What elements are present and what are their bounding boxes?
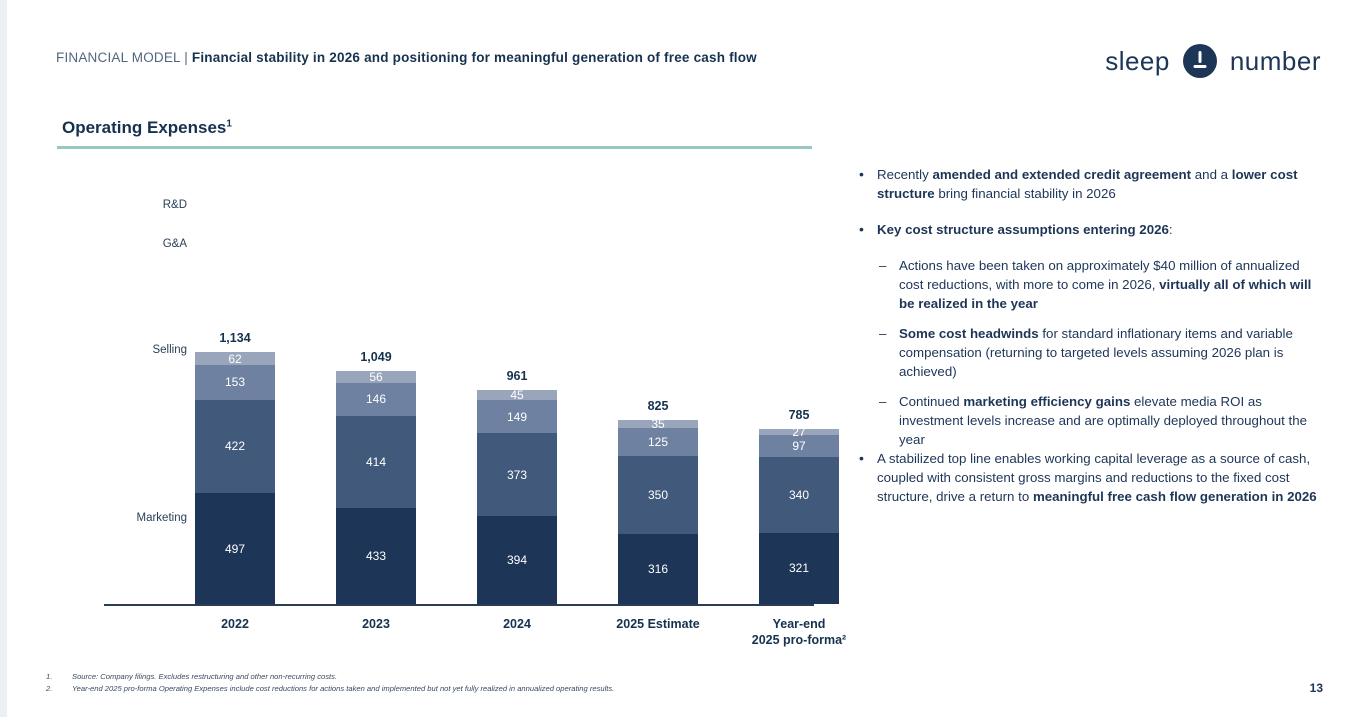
bar-total-label: 1,049 <box>360 349 392 364</box>
bar-segment-selling <box>336 416 416 508</box>
header-headline: Financial stability in 2026 and positioning for meaningful generation of free cash flow <box>191 50 757 65</box>
logo-word-left: sleep <box>1105 45 1170 76</box>
category-label: 2025 Estimate <box>616 617 700 631</box>
category-label: 2022 <box>221 617 249 631</box>
sleep-number-logo-icon <box>1183 44 1217 78</box>
bar-segment-value: 146 <box>365 392 387 407</box>
footnote <box>46 671 614 683</box>
left-edge-rule <box>0 0 7 717</box>
bar-segment-value: 27 <box>792 425 806 440</box>
footnote-text: Year-end 2025 pro-forma Operating Expenses include cost reductions for actions taken and implemented but not yet fully realized in annualized operating results. <box>72 684 615 694</box>
bullet-working-capital: • A stabilized top line enables working capital leverage as a source of cash, coupled with consistent gross margins and reductions to the fixed cost structure, drive a return to meaningful free cash flow generation in 2026 <box>855 449 1325 506</box>
bar-total-label: 1,134 <box>219 330 251 345</box>
chart-plot-area <box>57 165 817 605</box>
bullet-credit-agreement: • Recently amended and extended credit agreement and a lower cost structure bring financial stability in 2026 <box>855 165 1325 203</box>
sub-bullet: – Actions have been taken on approximately $40 million of annualized cost reductions, with more to come in 2026, virtually all of which will be realized in the year <box>877 256 1325 313</box>
brand-logo <box>1105 44 1321 78</box>
bar-segment-selling <box>759 457 839 533</box>
bar-segment-value: 433 <box>365 548 387 563</box>
bar-segment-selling <box>477 433 557 516</box>
logo-word-right: number <box>1229 45 1321 76</box>
category-label: 2023 <box>362 617 390 631</box>
bar-total-label: 825 <box>647 399 669 414</box>
bar-segment-selling <box>195 400 275 494</box>
footnotes <box>46 671 614 695</box>
bar-segment-value: 125 <box>647 434 669 449</box>
bar-segment-rd <box>759 425 839 440</box>
key-points-list <box>855 165 1325 523</box>
bar-segment-value: 45 <box>510 388 524 403</box>
bar-segment-selling <box>618 456 698 534</box>
bar-segment-value: 373 <box>506 467 528 482</box>
header-separator: | <box>184 50 188 65</box>
bar-segment-value: 149 <box>506 409 528 424</box>
bar-segment-rd <box>477 388 557 403</box>
bar-segment-value: 394 <box>506 553 528 568</box>
footnote-number: 1. <box>46 672 53 682</box>
bar-total-label: 961 <box>506 369 528 384</box>
bar-segment-marketing <box>759 533 839 604</box>
page-title-superscript: 1 <box>226 118 232 130</box>
bar-segment-value: 316 <box>647 561 669 576</box>
header-eyebrow: FINANCIAL MODEL <box>56 50 181 65</box>
page-title <box>62 118 232 138</box>
bar-segment-value: 62 <box>228 351 242 366</box>
footnote-text: Source: Company filings. Excludes restructuring and other non-recurring costs. <box>72 672 338 682</box>
footnote <box>46 683 614 695</box>
bar-segment-ga <box>195 365 275 399</box>
bar-segment-ga <box>477 400 557 433</box>
category-label: 2024 <box>503 617 531 631</box>
bar-segment-ga <box>336 383 416 415</box>
bar-total-label: 785 <box>788 408 810 423</box>
title-underline <box>57 146 812 149</box>
slide-header <box>56 50 757 65</box>
footnote-number: 2. <box>46 684 53 694</box>
page-number: 13 <box>1309 681 1323 695</box>
category-label: Year-end 2025 pro-forma² <box>751 617 847 647</box>
bar-segment-marketing <box>336 508 416 604</box>
bar-segment-rd <box>195 352 275 366</box>
bar-segment-ga <box>618 428 698 456</box>
bar-segment-value: 340 <box>788 487 810 502</box>
bar-segment-value: 35 <box>651 417 665 432</box>
bar-segment-value: 56 <box>369 369 383 384</box>
bar-segment-rd <box>618 417 698 432</box>
bar-segment-marketing <box>618 534 698 604</box>
bar-segment-value: 497 <box>224 541 246 556</box>
sub-bullet: – Some cost headwinds for standard inflationary items and variable compensation (returning to targeted levels assuming 2026 plan is achieved) <box>877 324 1325 381</box>
bar-segment-marketing <box>195 493 275 604</box>
bar-segment-rd <box>336 371 416 383</box>
bar-segment-value: 153 <box>224 375 246 390</box>
bar-segment-value: 414 <box>365 454 387 469</box>
bar-segment-value: 321 <box>788 561 810 576</box>
series-row-label: Selling <box>152 344 187 356</box>
bar-segment-value: 422 <box>224 439 246 454</box>
chart-x-axis <box>104 604 814 606</box>
operating-expenses-chart <box>57 165 847 655</box>
page-title-text: Operating Expenses <box>62 118 227 137</box>
bar-segment-value: 97 <box>792 439 806 454</box>
bar-segment-marketing <box>477 516 557 604</box>
series-row-label: Marketing <box>136 512 187 524</box>
series-row-label: G&A <box>162 238 187 250</box>
bullet-cost-assumptions: • Key cost structure assumptions entering 2026: <box>855 220 1325 239</box>
series-row-label: R&D <box>162 199 187 211</box>
bar-segment-value: 350 <box>647 487 669 502</box>
sub-bullet: – Continued marketing efficiency gains elevate media ROI as investment levels increase and are optimally deployed throughout the year <box>877 392 1325 449</box>
